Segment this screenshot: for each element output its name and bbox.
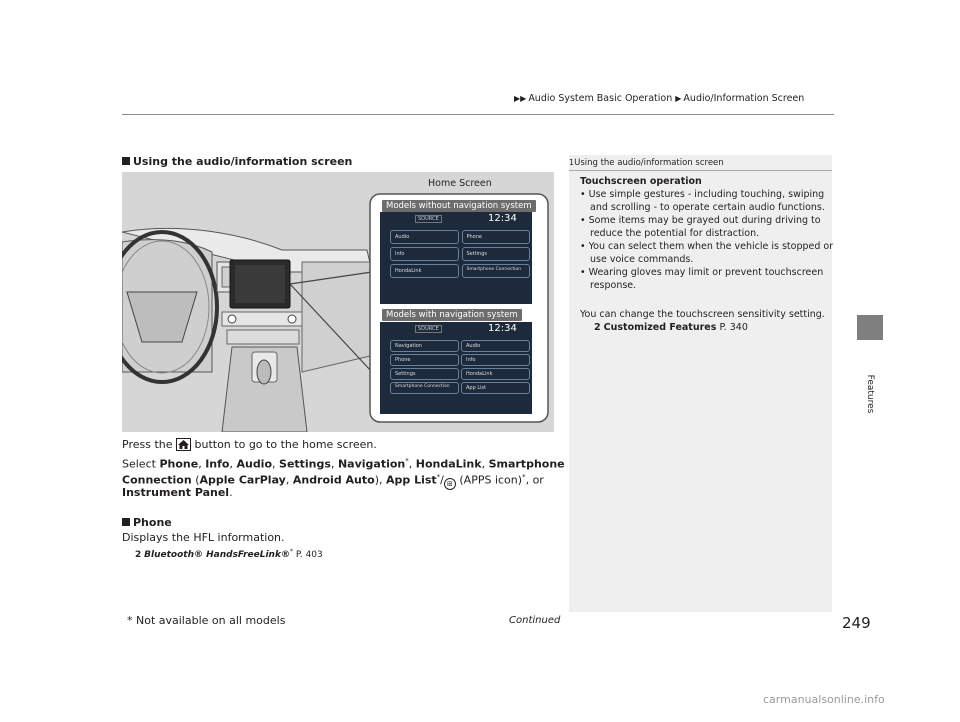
note-bullet: • Wearing gloves may limit or prevent touchscreen	[580, 267, 824, 278]
with-nav-label: Models with navigation system	[382, 309, 522, 321]
home-screen-label: Home Screen	[428, 178, 492, 189]
note-bullet-cont: use voice commands.	[590, 254, 694, 265]
chapter-tab-marker	[857, 315, 883, 340]
source-button[interactable]: SOURCE	[415, 215, 442, 223]
home-menu-item[interactable]: HondaLink	[390, 264, 459, 278]
dashboard-illustration	[122, 172, 554, 432]
note-bullet-cont: response.	[590, 280, 637, 291]
home-menu-item[interactable]: Settings	[462, 247, 531, 261]
note-bullet: • Some items may be grayed out during driving to	[580, 215, 821, 226]
xref-arrow-icon: 2	[594, 322, 601, 333]
home-icon	[176, 438, 191, 451]
home-menu-item[interactable]: Phone	[462, 230, 531, 244]
body-line-1: Press the button to go to the home screen.	[122, 438, 377, 451]
note-paragraph: You can change the touchscreen sensitivity setting.	[580, 309, 825, 320]
phone-description: Displays the HFL information.	[122, 531, 285, 544]
note-xref[interactable]: 2 Customized Features P. 340	[594, 322, 748, 333]
phone-heading: Phone	[122, 516, 172, 529]
chevron-right-icon: ▶▶	[514, 94, 527, 103]
chevron-right-icon: ▶	[675, 94, 682, 103]
note-bullet: • You can select them when the vehicle is stopped or	[580, 241, 834, 252]
home-menu-grid	[390, 340, 530, 394]
home-menu-item[interactable]: Smartphone Connection	[390, 382, 459, 394]
apps-icon: ⊞	[444, 478, 456, 490]
home-menu-item[interactable]: Audio	[461, 340, 530, 352]
source-button[interactable]: SOURCE	[415, 325, 442, 333]
section-square-icon	[122, 518, 130, 526]
continued-label: Continued	[509, 615, 561, 626]
home-menu-item[interactable]: Navigation	[390, 340, 459, 352]
body-line-2: Select Phone, Info, Audio, Settings, Navigation*, HondaLink, Smartphone	[122, 457, 565, 471]
section-square-icon	[122, 157, 130, 165]
home-menu-item[interactable]: Audio	[390, 230, 459, 244]
body-line-3: Connection (Apple CarPlay, Android Auto), App List*/ ⊞ (APPS icon)*, or	[122, 473, 544, 488]
breadcrumb-item[interactable]: Audio/Information Screen	[683, 93, 805, 104]
watermark: carmanualsonline.info	[763, 693, 885, 706]
home-menu-item[interactable]: Smartphone Connection	[462, 264, 531, 278]
breadcrumb-item[interactable]: Audio System Basic Operation	[528, 93, 673, 104]
header-divider	[122, 114, 834, 115]
section-heading: Using the audio/information screen	[122, 155, 352, 168]
without-nav-label: Models without navigation system	[382, 200, 536, 212]
page-number: 249	[842, 614, 871, 632]
home-menu-grid	[390, 230, 530, 278]
clock: 12:34	[488, 213, 517, 224]
body-line-4: Instrument Panel.	[122, 486, 233, 499]
home-menu-item[interactable]: App List	[461, 382, 530, 394]
home-menu-item[interactable]: Phone	[390, 354, 459, 366]
chapter-tab[interactable]: Features	[865, 374, 875, 414]
home-menu-item[interactable]: Info	[390, 247, 459, 261]
home-menu-item[interactable]: HondaLink	[461, 368, 530, 380]
home-menu-item[interactable]: Info	[461, 354, 530, 366]
home-menu-item[interactable]: Settings	[390, 368, 459, 380]
note-heading: Touchscreen operation	[580, 176, 702, 187]
phone-xref[interactable]: 2 Bluetooth® HandsFreeLink®* P. 403	[135, 548, 323, 560]
note-icon: 1	[569, 158, 575, 167]
xref-arrow-icon: 2	[135, 550, 142, 560]
note-title: 1Using the audio/information screen	[569, 158, 724, 168]
note-bullet: • Use simple gestures - including touching, swiping	[580, 189, 825, 200]
breadcrumb	[514, 93, 804, 104]
note-bullet-cont: reduce the potential for distraction.	[590, 228, 760, 239]
footnote: * Not available on all models	[127, 614, 286, 627]
note-bullet-cont: and scrolling - to operate certain audio functions.	[590, 202, 825, 213]
clock: 12:34	[488, 323, 517, 334]
note-divider	[569, 170, 832, 171]
